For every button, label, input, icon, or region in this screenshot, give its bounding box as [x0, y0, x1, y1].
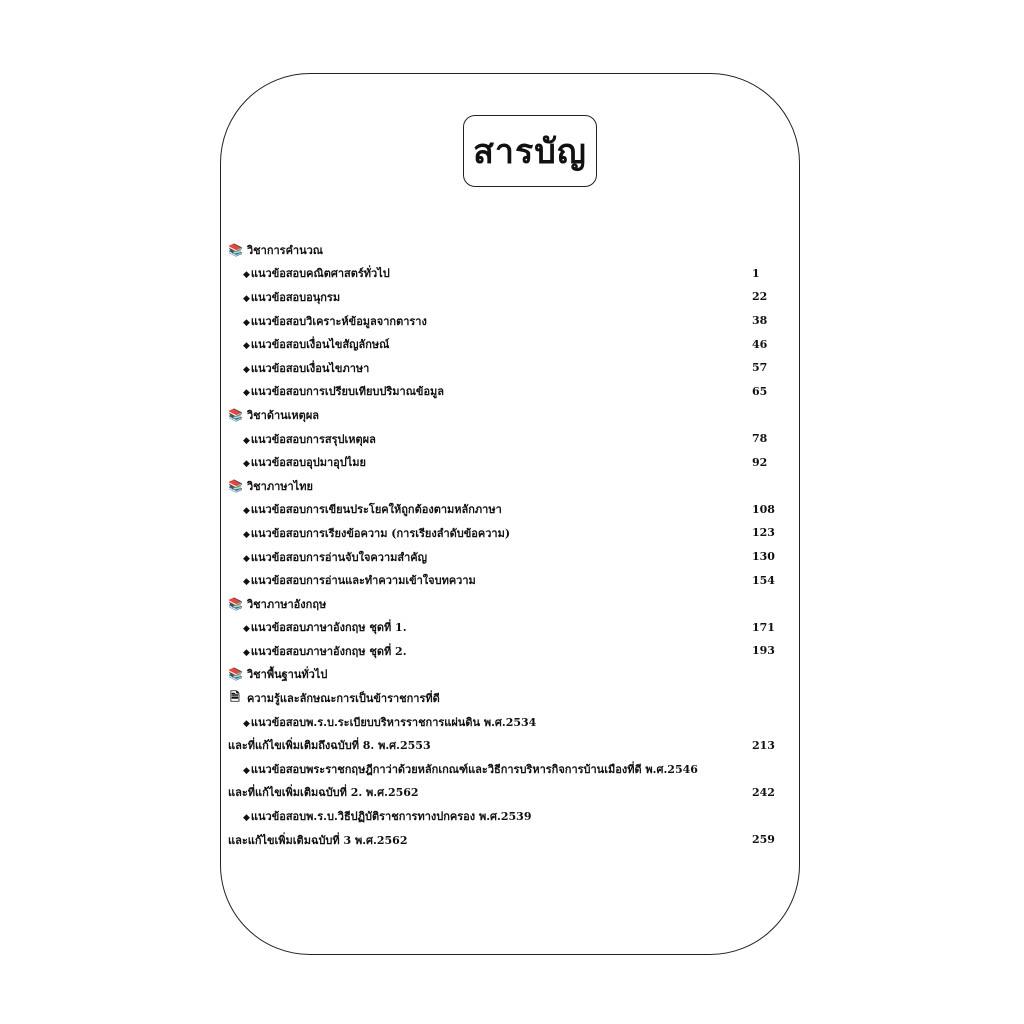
- toc-label-text: แนวข้อสอบพ.ร.บ.วิธีปฏิบัติราชการทางปกครอง พ.ศ.2539: [250, 810, 532, 824]
- toc-label: [228, 713, 536, 731]
- table-of-contents: [228, 238, 776, 851]
- toc-label: [228, 264, 390, 282]
- toc-entry: [228, 262, 776, 286]
- toc-label: [228, 831, 408, 849]
- books-icon: 📚: [228, 407, 243, 422]
- toc-label-text: แนวข้อสอบพ.ร.บ.ระเบียบบริหารราชการแผ่นดิน พ.ศ.2534: [250, 715, 537, 729]
- toc-entry: [228, 309, 776, 333]
- toc-label: [228, 430, 376, 448]
- toc-label: [228, 241, 323, 259]
- toc-entry: [228, 427, 776, 451]
- toc-label-text: แนวข้อสอบภาษาอังกฤษ ชุดที่ 1.: [250, 621, 407, 635]
- toc-label-text: แนวข้อสอบการเปรียบเทียบปริมาณข้อมูล: [250, 385, 445, 399]
- toc-page-number: 108: [752, 502, 775, 516]
- toc-entry: [228, 616, 776, 640]
- books-icon: 📚: [228, 242, 243, 257]
- toc-label: [228, 453, 366, 471]
- toc-label-text: แนวข้อสอบเงื่อนไขภาษา: [250, 361, 370, 375]
- toc-label-text: วิชาภาษาไทย: [247, 479, 313, 493]
- toc-label: [228, 618, 407, 636]
- toc-entry: [228, 757, 776, 781]
- toc-label-text: แนวข้อสอบการเขียนประโยคให้ถูกต้องตามหลักภาษา: [250, 503, 502, 517]
- toc-label: [228, 359, 369, 377]
- toc-label-text: แนวข้อสอบคณิตศาสตร์ทั่วไป: [250, 267, 390, 281]
- books-icon: 📚: [228, 478, 243, 493]
- toc-label: [228, 500, 502, 518]
- toc-entry: [228, 285, 776, 309]
- toc-page-number: 92: [752, 455, 768, 469]
- toc-label: [228, 382, 444, 400]
- toc-page-number: 193: [752, 644, 775, 658]
- toc-label-text: แนวข้อสอบพระราชกฤษฎีกาว่าด้วยหลักเกณฑ์และวิธีการบริหารกิจการบ้านเมืองที่ดี พ.ศ.2546: [250, 762, 698, 776]
- toc-page-number: 38: [752, 314, 768, 328]
- toc-label-text: แนวข้อสอบการสรุปเหตุผล: [250, 432, 376, 446]
- toc-label: [228, 524, 510, 542]
- title-box: [463, 115, 597, 187]
- toc-entry: [228, 568, 776, 592]
- toc-label: [228, 665, 327, 683]
- toc-label-text: และแก้ไขเพิ่มเติมฉบับที่ 3 พ.ศ.2562: [228, 833, 408, 847]
- page-title: สารบัญ: [473, 132, 587, 172]
- toc-label: [228, 548, 427, 566]
- books-icon: 📚: [228, 596, 243, 611]
- toc-label-text: และที่แก้ไขเพิ่มเติมฉบับที่ 2. พ.ศ.2562: [228, 786, 419, 800]
- toc-section: [228, 403, 776, 427]
- toc-label: [228, 642, 407, 660]
- toc-label-text: แนวข้อสอบภาษาอังกฤษ ชุดที่ 2.: [250, 644, 407, 658]
- toc-label: [228, 688, 440, 709]
- toc-page-number: 65: [752, 384, 768, 398]
- toc-label-text: วิชาการคำนวณ: [247, 243, 324, 257]
- toc-label-text: วิชาด้านเหตุผล: [247, 408, 319, 422]
- toc-label-text: วิชาพื้นฐานทั่วไป: [247, 668, 328, 682]
- toc-section: [228, 474, 776, 498]
- toc-entry: [228, 828, 776, 852]
- toc-label-text: แนวข้อสอบอุปมาอุปไมย: [250, 456, 366, 470]
- toc-label-text: แนวข้อสอบวิเคราะห์ข้อมูลจากตาราง: [250, 314, 427, 328]
- toc-label: [228, 288, 340, 306]
- toc-label-text: และที่แก้ไขเพิ่มเติมถึงฉบับที่ 8. พ.ศ.2553: [228, 739, 431, 753]
- toc-label-text: แนวข้อสอบการเรียงข้อความ (การเรียงลำดับข้อความ): [250, 526, 511, 540]
- books-icon: 📚: [228, 667, 243, 682]
- toc-label-text: แนวข้อสอบเงื่อนไขสัญลักษณ์: [250, 338, 390, 352]
- toc-page-number: 154: [752, 573, 775, 587]
- toc-label: [228, 335, 389, 353]
- toc-entry: [228, 710, 776, 734]
- toc-entry: [228, 521, 776, 545]
- toc-label-text: แนวข้อสอบการอ่านจับใจความสำคัญ: [250, 550, 428, 564]
- toc-page-number: 242: [752, 785, 775, 799]
- toc-page-number: 171: [752, 620, 775, 634]
- toc-label-text: แนวข้อสอบการอ่านและทำความเข้าใจบทความ: [250, 574, 476, 588]
- toc-label: [228, 783, 419, 801]
- toc-page-number: 46: [752, 337, 768, 351]
- toc-entry: [228, 733, 776, 757]
- toc-label: [228, 406, 319, 424]
- toc-entry: [228, 450, 776, 474]
- toc-entry: [228, 380, 776, 404]
- toc-entry: [228, 781, 776, 805]
- toc-entry: [228, 332, 776, 356]
- toc-section: [228, 663, 776, 687]
- toc-label-text: วิชาภาษาอังกฤษ: [247, 597, 327, 611]
- toc-entry: [228, 804, 776, 828]
- toc-entry: [228, 356, 776, 380]
- toc-label: [228, 312, 427, 330]
- toc-page-number: 213: [752, 738, 775, 752]
- toc-label: [228, 477, 313, 495]
- toc-section: [228, 592, 776, 616]
- toc-page-number: 123: [752, 526, 775, 540]
- toc-page-number: 57: [752, 361, 768, 375]
- toc-entry: [228, 545, 776, 569]
- toc-page-number: 259: [752, 833, 775, 847]
- toc-page-number: 78: [752, 432, 768, 446]
- document-icon: 🗎: [230, 689, 240, 704]
- toc-label-text: ความรู้และลักษณะการเป็นข้าราชการที่ดี: [247, 692, 440, 706]
- toc-page-number: 22: [752, 290, 768, 304]
- toc-label: [228, 736, 431, 754]
- toc-label: [228, 760, 698, 778]
- toc-section: [228, 686, 776, 710]
- toc-entry: [228, 639, 776, 663]
- toc-section: [228, 238, 776, 262]
- toc-label: [228, 595, 326, 613]
- toc-page-number: 1: [752, 266, 760, 280]
- toc-page-number: 130: [752, 550, 775, 564]
- toc-entry: [228, 498, 776, 522]
- toc-label-text: แนวข้อสอบอนุกรม: [250, 290, 341, 304]
- toc-label: [228, 571, 476, 589]
- toc-label: [228, 807, 531, 825]
